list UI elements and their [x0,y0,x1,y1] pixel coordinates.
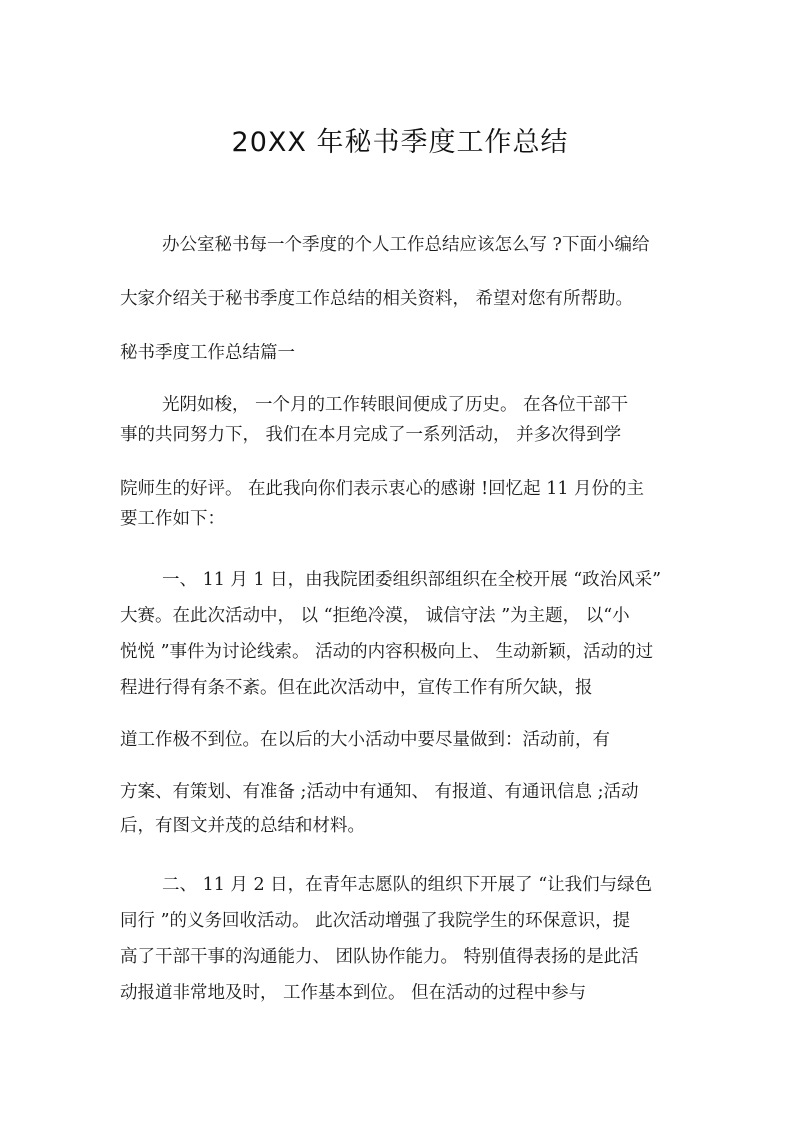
paragraph-line: 院师生的好评。 在此我向你们表示衷心的感谢 !回忆起 11 月份的主 [120,479,645,499]
paragraph-line: 大赛。在此次活动中， 以 “拒绝冷漠， 诚信守法 ”为主题， 以“小 [120,606,630,626]
paragraph-line: 程进行得有条不紊。但在此次活动中，宣传工作有所欠缺，报 [120,678,593,698]
paragraph-line: 后，有图文并茂的总结和材料。 [120,816,365,836]
paragraph-line: 要工作如下： [120,509,225,529]
paragraph-line: 大家介绍关于秘书季度工作总结的相关资料， 希望对您有所帮助。 [120,289,634,309]
paragraph-line: 光阴如梭， 一个月的工作转眼间便成了历史。 在各位干部干 [162,395,629,415]
paragraph-line: 道工作极不到位。在以后的大小活动中要尽量做到：活动前，有 [120,730,610,750]
paragraph-line: 二、 11 月 2 日，在青年志愿队的组织下开展了 “让我们与绿色 [162,875,653,895]
paragraph-line: 同行 ”的义务回收活动。 此次活动增强了我院学生的环保意识，提 [120,911,631,931]
document-title: 20XX 年秘书季度工作总结 [231,127,569,158]
paragraph-line: 事的共同努力下， 我们在本月完成了一系列活动， 并多次得到学 [120,425,622,445]
paragraph-line: 方案、有策划、有准备 ;活动中有通知、 有报道、有通讯信息 ;活动 [120,782,639,802]
paragraph-line: 动报道非常地及时， 工作基本到位。 但在活动的过程中参与 [120,983,587,1003]
paragraph-line: 一、 11 月 1 日，由我院团委组织部组织在全校开展 “政治风采” [162,570,662,590]
section-heading: 秘书季度工作总结篇一 [120,343,295,363]
paragraph-line: 高了干部干事的沟通能力、 团队协作能力。 特别值得表扬的是此活 [120,947,639,967]
paragraph-line: 办公室秘书每一个季度的个人工作总结应该怎么写 ?下面小编给 [162,235,650,255]
paragraph-line: 悦悦 ”事件为讨论线索。 活动的内容积极向上、 生动新颖，活动的过 [120,642,654,662]
